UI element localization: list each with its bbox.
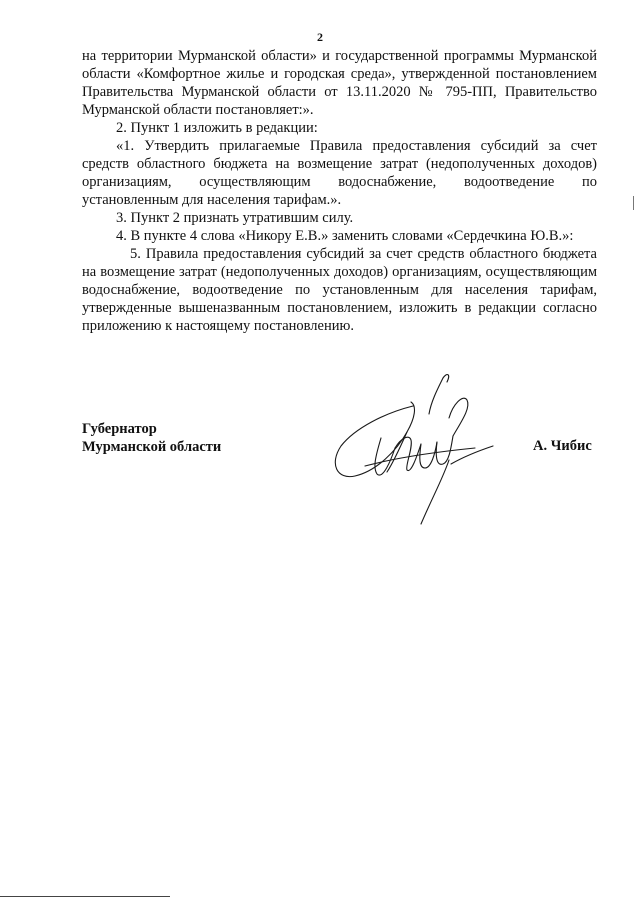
paragraph-preamble: на территории Мурманской области» и государственной программы Мурманской области «Комфортное жилье и городская среда», утвержденной постановлением Правительства Мурманской области от 13.11.2020 № 795-ПП, Правительство Мурманской области постановляет:». bbox=[82, 48, 597, 118]
paragraph-item-4: 4. В пункте 4 слова «Никору Е.В.» заменить словами «Сердечкина Ю.В.»: bbox=[116, 228, 574, 244]
signatory-title-line2: Мурманской области bbox=[82, 439, 222, 455]
signatory-title bbox=[82, 420, 221, 456]
footer-rule bbox=[0, 896, 170, 897]
paragraph-item-5: 5. Правила предоставления субсидий за счет средств областного бюджета на возмещение затрат (недополученных доходов) организациям, осуществляющим водоснабжение, водоотведение по установленным для населения тарифам, утвержденные вышеназванным постановлением, изложить в редакции согласно приложению к настоящему постановлению. bbox=[82, 246, 597, 334]
paragraph-item-2: 2. Пункт 1 изложить в редакции: bbox=[116, 120, 318, 136]
margin-mark bbox=[633, 196, 634, 210]
paragraph-item-3: 3. Пункт 2 признать утратившим силу. bbox=[116, 210, 354, 226]
signatory-name: А. Чибис bbox=[533, 438, 592, 454]
page-number: 2 bbox=[317, 30, 323, 44]
handwritten-signature bbox=[325, 368, 505, 528]
document-body bbox=[82, 47, 597, 335]
signatory-title-line1: Губернатор bbox=[82, 421, 157, 437]
paragraph-item-1-text: «1. Утвердить прилагаемые Правила предоставления субсидий за счет средств областного бюджета на возмещение затрат (недополученных доходов) организациям, осуществляющим водоснабжение, водоотведение по установленным для населения тарифам.». bbox=[82, 138, 597, 208]
